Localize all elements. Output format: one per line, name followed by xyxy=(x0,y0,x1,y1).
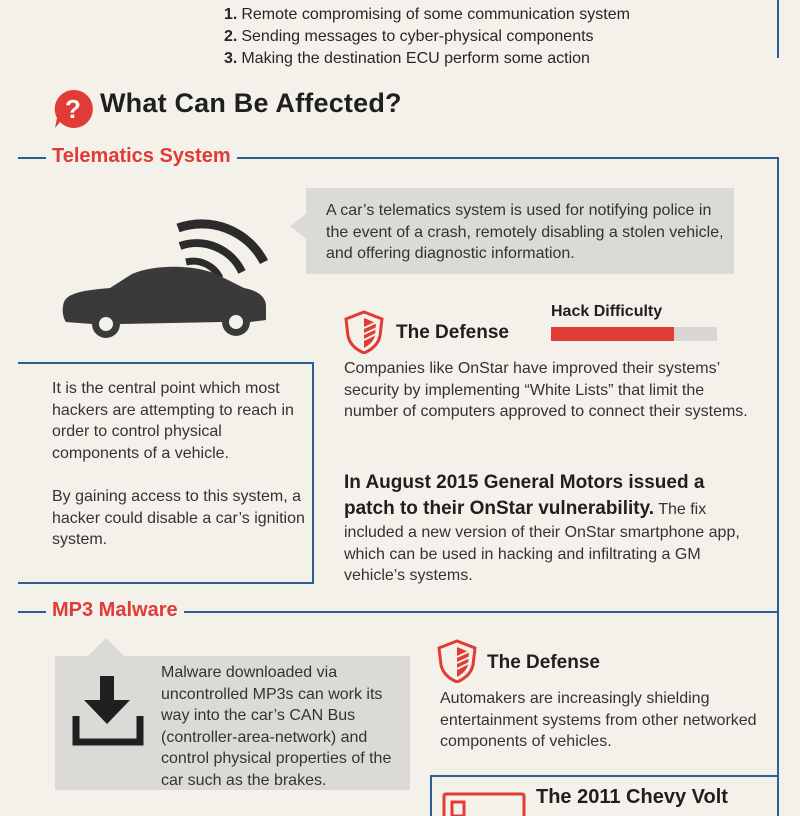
step-item: 3. Making the destination ECU perform some action xyxy=(224,50,590,67)
side-paragraph-1: It is the central point which most hackers are attempting to reach in order to control physical components of a vehicle. xyxy=(52,380,294,462)
defense-text: Companies like OnStar have improved their systems’ security by implementing “White Lists” that limit the number of computers approved to connect their systems. xyxy=(344,360,748,420)
defense-title: The Defense xyxy=(396,322,509,343)
news-paragraph xyxy=(344,470,758,587)
download-icon xyxy=(72,676,144,746)
mp3-defense-text: Automakers are increasingly shielding entertainment systems from other networked components of vehicles. xyxy=(440,690,757,750)
frame-line xyxy=(18,582,314,584)
telematics-callout xyxy=(306,188,734,274)
frame-line xyxy=(430,775,432,816)
volt-title: The 2011 Chevy Volt xyxy=(536,786,728,808)
attack-steps-list xyxy=(224,4,630,70)
hack-difficulty-bar xyxy=(551,327,717,341)
frame-line xyxy=(18,362,314,364)
side-paragraph-2: By gaining access to this system, a hacker could disable a car’s ignition system. xyxy=(52,488,305,548)
frame-line xyxy=(777,0,779,58)
car-icon xyxy=(58,262,270,344)
battery-icon xyxy=(442,792,526,816)
telematics-heading: Telematics System xyxy=(46,145,237,168)
hack-difficulty-label: Hack Difficulty xyxy=(551,303,663,320)
svg-text:?: ? xyxy=(65,94,81,124)
question-icon xyxy=(52,88,94,130)
mp3-defense-title: The Defense xyxy=(487,652,600,673)
frame-line xyxy=(777,157,779,612)
shield-icon xyxy=(343,310,385,354)
callout-pointer xyxy=(86,638,126,658)
telematics-callout-text: A car’s telematics system is used for notifying police in the event of a crash, remotely disabling a stolen vehicle, and offering diagnostic information. xyxy=(326,202,724,262)
news-bold: In August 2015 General Motors issued a patch to their OnStar vulnerability. xyxy=(344,472,705,519)
section-title: What Can Be Affected? xyxy=(100,88,402,118)
shield-icon xyxy=(436,639,478,683)
mp3-heading: MP3 Malware xyxy=(46,599,184,622)
step-item: 2. Sending messages to cyber-physical components xyxy=(224,28,594,45)
mp3-callout-text: Malware downloaded via uncontrolled MP3s can work its way into the car’s CAN Bus (controller-area-network) and control physical properties of the car such as the brakes. xyxy=(161,664,392,789)
step-item: 1. Remote compromising of some communication system xyxy=(224,6,630,23)
frame-line xyxy=(777,611,779,816)
frame-line xyxy=(430,775,778,777)
frame-line xyxy=(312,362,314,584)
hack-difficulty-fill xyxy=(551,327,674,341)
news-rest: The fix included a new version of their OnStar smartphone app, which can be used in hacking and infiltrating a GM vehicle’s systems. xyxy=(344,501,740,584)
